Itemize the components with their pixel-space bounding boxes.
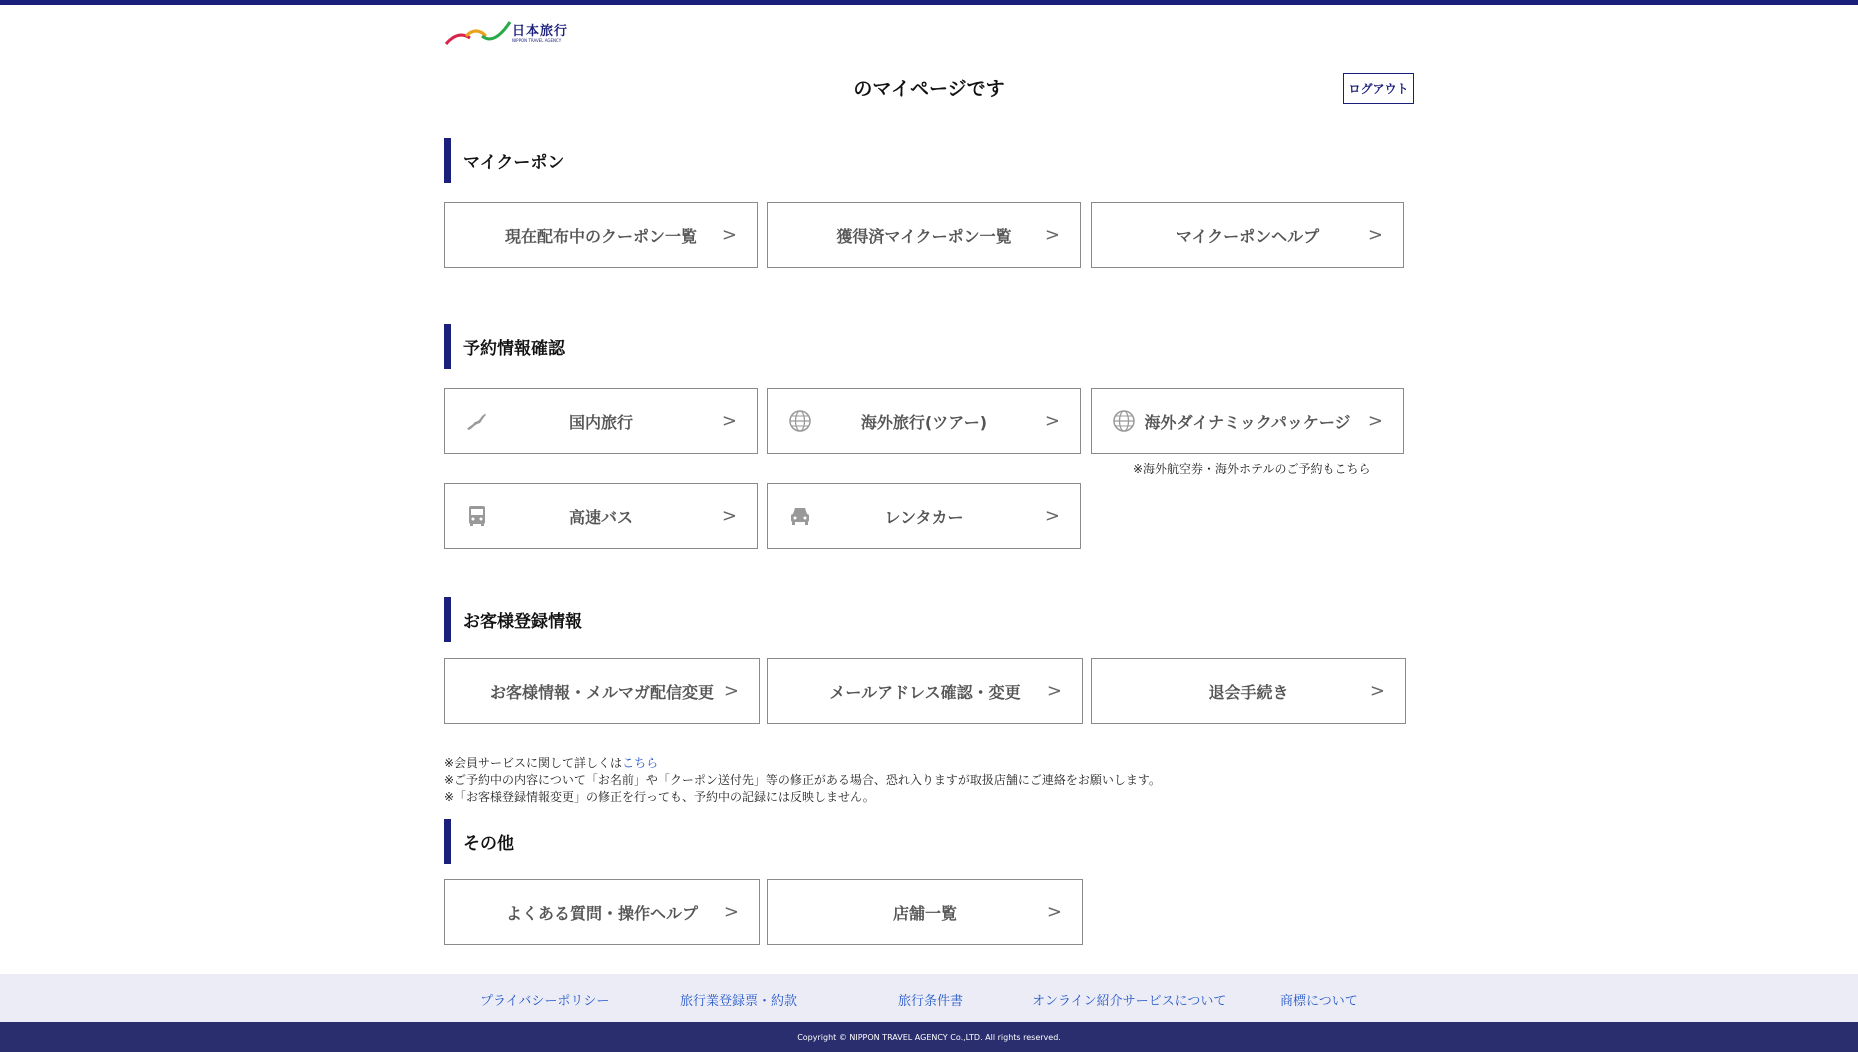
coupon-help-button[interactable] xyxy=(1091,202,1404,268)
button-label: マイクーポンヘルプ xyxy=(1175,226,1320,246)
chevron-right-icon: > xyxy=(1367,410,1383,432)
logout-button[interactable]: ログアウト xyxy=(1343,73,1414,104)
chevron-right-icon: > xyxy=(721,224,737,246)
customer-info-newsletter-button[interactable] xyxy=(444,658,760,724)
reservation-change-note: ※ご予約中の内容について「お名前」や「クーポン送付先」等の修正がある場合、恐れ入りますが取扱店舗にご連絡をお願いします。 xyxy=(444,773,1161,787)
button-label: 獲得済マイクーポン一覧 xyxy=(836,226,1012,246)
chevron-right-icon: > xyxy=(723,901,739,923)
nippon-travel-logo[interactable] xyxy=(444,16,574,48)
section-heading-my-coupon: マイクーポン xyxy=(444,138,564,183)
chevron-right-icon: > xyxy=(1044,410,1060,432)
button-label: メールアドレス確認・変更 xyxy=(829,682,1021,702)
footer-link-conditions[interactable]: 旅行条件書 xyxy=(898,994,964,1009)
registration-change-note: ※「お客様登録情報変更」の修正を行っても、予約中の記録には反映しません。 xyxy=(444,790,875,804)
chevron-right-icon: > xyxy=(723,680,739,702)
faq-help-button[interactable] xyxy=(444,879,760,945)
domestic-travel-button[interactable] xyxy=(444,388,758,454)
email-address-button[interactable] xyxy=(767,658,1083,724)
footer-link-online-service[interactable]: オンライン紹介サービスについて xyxy=(1032,994,1227,1009)
details-link[interactable]: こちら xyxy=(622,756,659,770)
withdraw-membership-button[interactable] xyxy=(1091,658,1406,724)
footer-link-registration[interactable]: 旅行業登録票・約款 xyxy=(680,994,798,1009)
chevron-right-icon: > xyxy=(1044,224,1060,246)
button-label: 国内旅行 xyxy=(568,412,633,432)
button-label: よくある質問・操作ヘルプ xyxy=(505,903,698,923)
button-label: 現在配布中のクーポン一覧 xyxy=(504,226,697,246)
japan-map-icon xyxy=(465,409,489,433)
chevron-right-icon: > xyxy=(1046,680,1062,702)
section-heading-reservation: 予約情報確認 xyxy=(444,324,565,369)
chevron-right-icon: > xyxy=(721,410,737,432)
store-list-button[interactable] xyxy=(767,879,1083,945)
coupon-list-button[interactable] xyxy=(444,202,758,268)
footer-link-trademark[interactable]: 商標について xyxy=(1280,994,1358,1009)
globe-icon xyxy=(1112,409,1136,433)
chevron-right-icon: > xyxy=(1044,505,1060,527)
acquired-coupon-list-button[interactable] xyxy=(767,202,1081,268)
button-label: レンタカー xyxy=(884,507,964,527)
member-service-note xyxy=(444,754,658,771)
car-icon xyxy=(788,504,812,528)
overseas-tour-button[interactable] xyxy=(767,388,1081,454)
page-title: のマイページです xyxy=(853,78,1005,100)
footer-links-bar xyxy=(0,974,1858,1022)
button-label: 海外旅行(ツアー) xyxy=(860,412,988,432)
button-label: お客様情報・メルマガ配信変更 xyxy=(489,682,714,702)
globe-icon xyxy=(788,409,812,433)
section-heading-customer-info: お客様登録情報 xyxy=(444,597,582,642)
chevron-right-icon: > xyxy=(721,505,737,527)
button-label: 高速バス xyxy=(568,507,633,527)
dynamic-package-note: ※海外航空券・海外ホテルのご予約もこちら xyxy=(1133,462,1371,476)
copyright: Copyright © NIPPON TRAVEL AGENCY Co.,LTD. All rights reserved. xyxy=(0,1022,1858,1052)
button-label: 海外ダイナミックパッケージ xyxy=(1144,412,1351,432)
button-label: 退会手続き xyxy=(1208,682,1289,702)
overseas-dynamic-package-button[interactable] xyxy=(1091,388,1404,454)
rental-car-button[interactable] xyxy=(767,483,1081,549)
bus-icon xyxy=(465,504,489,528)
chevron-right-icon: > xyxy=(1369,680,1385,702)
logo-swoosh-icon xyxy=(444,18,512,48)
logo-text: 日本旅行 xyxy=(512,24,569,39)
logo-subtext: NIPPON TRAVEL AGENCY xyxy=(512,38,562,43)
section-heading-other: その他 xyxy=(444,819,514,864)
footer-link-privacy[interactable]: プライバシーポリシー xyxy=(480,994,610,1009)
note-text: ※会員サービスに関して詳しくは xyxy=(444,756,623,770)
top-accent-bar xyxy=(0,0,1858,5)
chevron-right-icon: > xyxy=(1367,224,1383,246)
chevron-right-icon: > xyxy=(1046,901,1062,923)
button-label: 店舗一覧 xyxy=(892,903,957,923)
highway-bus-button[interactable] xyxy=(444,483,758,549)
